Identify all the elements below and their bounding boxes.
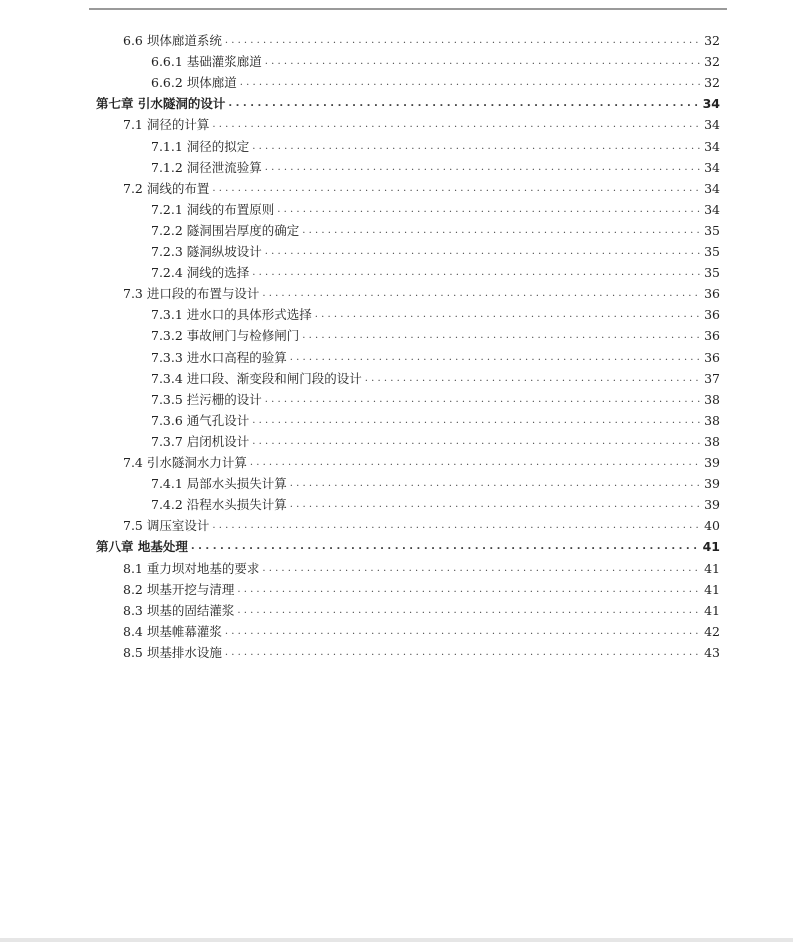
toc-entry-page-number: 35 (704, 244, 720, 259)
toc-entry-page-number: 38 (704, 412, 720, 428)
toc-entry-page-number: 35 (704, 265, 720, 281)
toc-entry[interactable] (151, 304, 720, 325)
toc-chapter-entry[interactable] (96, 536, 720, 557)
toc-entry-page-number: 38 (704, 391, 720, 407)
toc-entry[interactable] (151, 431, 720, 452)
toc-entry-page-number: 41 (704, 560, 720, 576)
toc-entry[interactable] (151, 494, 720, 515)
toc-entry-title: 7.3.2 事故闸门与检修闸门 (151, 328, 300, 344)
toc-entry-title: 7.2 洞线的布置 (123, 180, 210, 196)
toc-entry-page-number: 34 (704, 138, 720, 154)
toc-leader-dots (237, 600, 702, 621)
toc-entry[interactable] (123, 452, 720, 473)
header-rule (89, 8, 727, 10)
toc-leader-dots (252, 136, 702, 157)
toc-entry[interactable] (151, 325, 720, 346)
toc-entry[interactable] (123, 579, 720, 600)
toc-leader-dots (265, 157, 702, 178)
toc-entry-title: 8.4 坝基帷幕灌浆 (123, 623, 222, 639)
toc-leader-dots (365, 368, 702, 389)
toc-leader-dots (302, 325, 702, 346)
toc-entry-title: 6.6 坝体廊道系统 (123, 33, 222, 48)
toc-entry[interactable] (151, 347, 720, 368)
toc-entry[interactable] (151, 136, 720, 157)
toc-entry[interactable] (123, 558, 720, 579)
toc-entry-page-number: 35 (704, 222, 720, 238)
toc-entry-page-number: 39 (704, 455, 720, 470)
toc-entry-page-number: 36 (704, 286, 720, 302)
toc-leader-dots (191, 536, 701, 557)
toc-entry-title: 7.3.4 进口段、渐变段和闸门段的设计 (151, 370, 362, 386)
toc-leader-dots (265, 241, 702, 262)
toc-entry-title: 第八章 地基处理 (96, 539, 188, 555)
toc-leader-dots (212, 114, 702, 135)
toc-entry-title: 7.2.2 隧洞围岩厚度的确定 (151, 222, 300, 238)
toc-entry[interactable] (123, 600, 720, 621)
toc-entry[interactable] (151, 220, 720, 241)
toc-entry-title: 7.1.1 洞径的拟定 (151, 138, 250, 154)
toc-leader-dots (315, 304, 702, 325)
toc-chapter-entry[interactable] (96, 93, 720, 114)
toc-entry[interactable] (151, 241, 720, 262)
toc-entry-title: 7.4.1 局部水头损失计算 (151, 476, 287, 492)
toc-entry[interactable] (151, 473, 720, 494)
toc-entry-page-number: 36 (704, 328, 720, 344)
toc-leader-dots (228, 93, 700, 114)
toc-entry-title: 第七章 引水隧洞的设计 (96, 96, 226, 112)
toc-entry-page-number: 39 (704, 497, 720, 513)
toc-entry-page-number: 41 (702, 539, 720, 555)
toc-entry-title: 7.4 引水隧洞水力计算 (123, 455, 247, 470)
toc-entry-page-number: 32 (704, 75, 720, 91)
toc-entry[interactable] (123, 621, 720, 642)
toc-leader-dots (262, 283, 702, 304)
toc-entry-page-number: 41 (704, 581, 720, 597)
toc-entry[interactable] (123, 642, 720, 663)
toc-entry-title: 6.6.1 基础灌浆廊道 (151, 54, 262, 70)
toc-entry-page-number: 34 (702, 96, 720, 112)
toc-leader-dots (290, 494, 702, 515)
toc-entry-title: 7.5 调压室设计 (123, 518, 210, 534)
toc-leader-dots (277, 199, 702, 220)
toc-entry[interactable] (123, 283, 720, 304)
toc-entry-title: 7.3.6 通气孔设计 (151, 412, 250, 428)
toc-entry-title: 7.1 洞径的计算 (123, 117, 210, 133)
toc-leader-dots (265, 389, 702, 410)
page-bottom-edge (0, 938, 793, 942)
toc-entry-page-number: 36 (704, 307, 720, 323)
toc-leader-dots (302, 220, 702, 241)
toc-entry-page-number: 34 (704, 159, 720, 175)
toc-entry-title: 7.3.1 进水口的具体形式选择 (151, 307, 312, 323)
toc-entry[interactable] (151, 72, 720, 93)
toc-entry[interactable] (123, 30, 720, 51)
toc-leader-dots (225, 642, 702, 663)
toc-entry-page-number: 42 (704, 623, 720, 639)
toc-leader-dots (225, 30, 702, 51)
toc-leader-dots (290, 347, 702, 368)
toc-leader-dots (252, 262, 702, 283)
toc-entry-title: 8.2 坝基开挖与清理 (123, 581, 235, 597)
toc-entry-title: 6.6.2 坝体廊道 (151, 75, 237, 91)
toc-entry-page-number: 34 (704, 117, 720, 133)
toc-entry-page-number: 38 (704, 433, 720, 449)
toc-entry-page-number: 34 (704, 201, 720, 217)
toc-entry[interactable] (151, 389, 720, 410)
toc-entry-title: 8.3 坝基的固结灌浆 (123, 602, 235, 618)
toc-entry-title: 7.1.2 洞径泄流验算 (151, 159, 262, 175)
toc-entry-title: 7.3.3 进水口高程的验算 (151, 349, 287, 365)
toc-entry[interactable] (123, 178, 720, 199)
toc-entry-title: 7.2.3 隧洞纵坡设计 (151, 244, 262, 259)
toc-entry-title: 7.3 进口段的布置与设计 (123, 286, 260, 302)
toc-leader-dots (212, 515, 702, 536)
toc-entry-title: 8.1 重力坝对地基的要求 (123, 560, 260, 576)
toc-leader-dots (262, 558, 702, 579)
toc-entry-page-number: 41 (704, 602, 720, 618)
toc-entry[interactable] (151, 157, 720, 178)
toc-entry-title: 7.4.2 沿程水头损失计算 (151, 497, 287, 513)
toc-entry[interactable] (151, 410, 720, 431)
toc-leader-dots (265, 51, 702, 72)
toc-entry[interactable] (123, 114, 720, 135)
toc-entry[interactable] (151, 199, 720, 220)
toc-entry[interactable] (123, 515, 720, 536)
toc-entry-page-number: 40 (704, 518, 720, 534)
toc-entry-page-number: 43 (704, 644, 720, 660)
toc-entry[interactable] (151, 368, 720, 389)
toc-entry-page-number: 32 (704, 54, 720, 70)
toc-entry-title: 7.3.5 拦污栅的设计 (151, 391, 262, 407)
toc-leader-dots (237, 579, 702, 600)
toc-entry-title: 8.5 坝基排水设施 (123, 644, 222, 660)
toc-leader-dots (225, 621, 702, 642)
toc-entry[interactable] (151, 262, 720, 283)
toc-leader-dots (252, 431, 702, 452)
toc-entry-title: 7.2.1 洞线的布置原则 (151, 201, 275, 217)
toc-leader-dots (250, 452, 702, 473)
toc-entry-title: 7.2.4 洞线的选择 (151, 265, 250, 281)
toc-leader-dots (290, 473, 702, 494)
toc-entry-page-number: 36 (704, 349, 720, 365)
toc-entry-page-number: 32 (704, 33, 720, 48)
toc-leader-dots (240, 72, 702, 93)
toc-entry-page-number: 34 (704, 180, 720, 196)
toc-leader-dots (252, 410, 702, 431)
toc-entry-title: 7.3.7 启闭机设计 (151, 433, 250, 449)
toc-entry-page-number: 39 (704, 476, 720, 492)
toc-entry-page-number: 37 (704, 370, 720, 386)
toc-entry[interactable] (151, 51, 720, 72)
toc-leader-dots (212, 178, 702, 199)
